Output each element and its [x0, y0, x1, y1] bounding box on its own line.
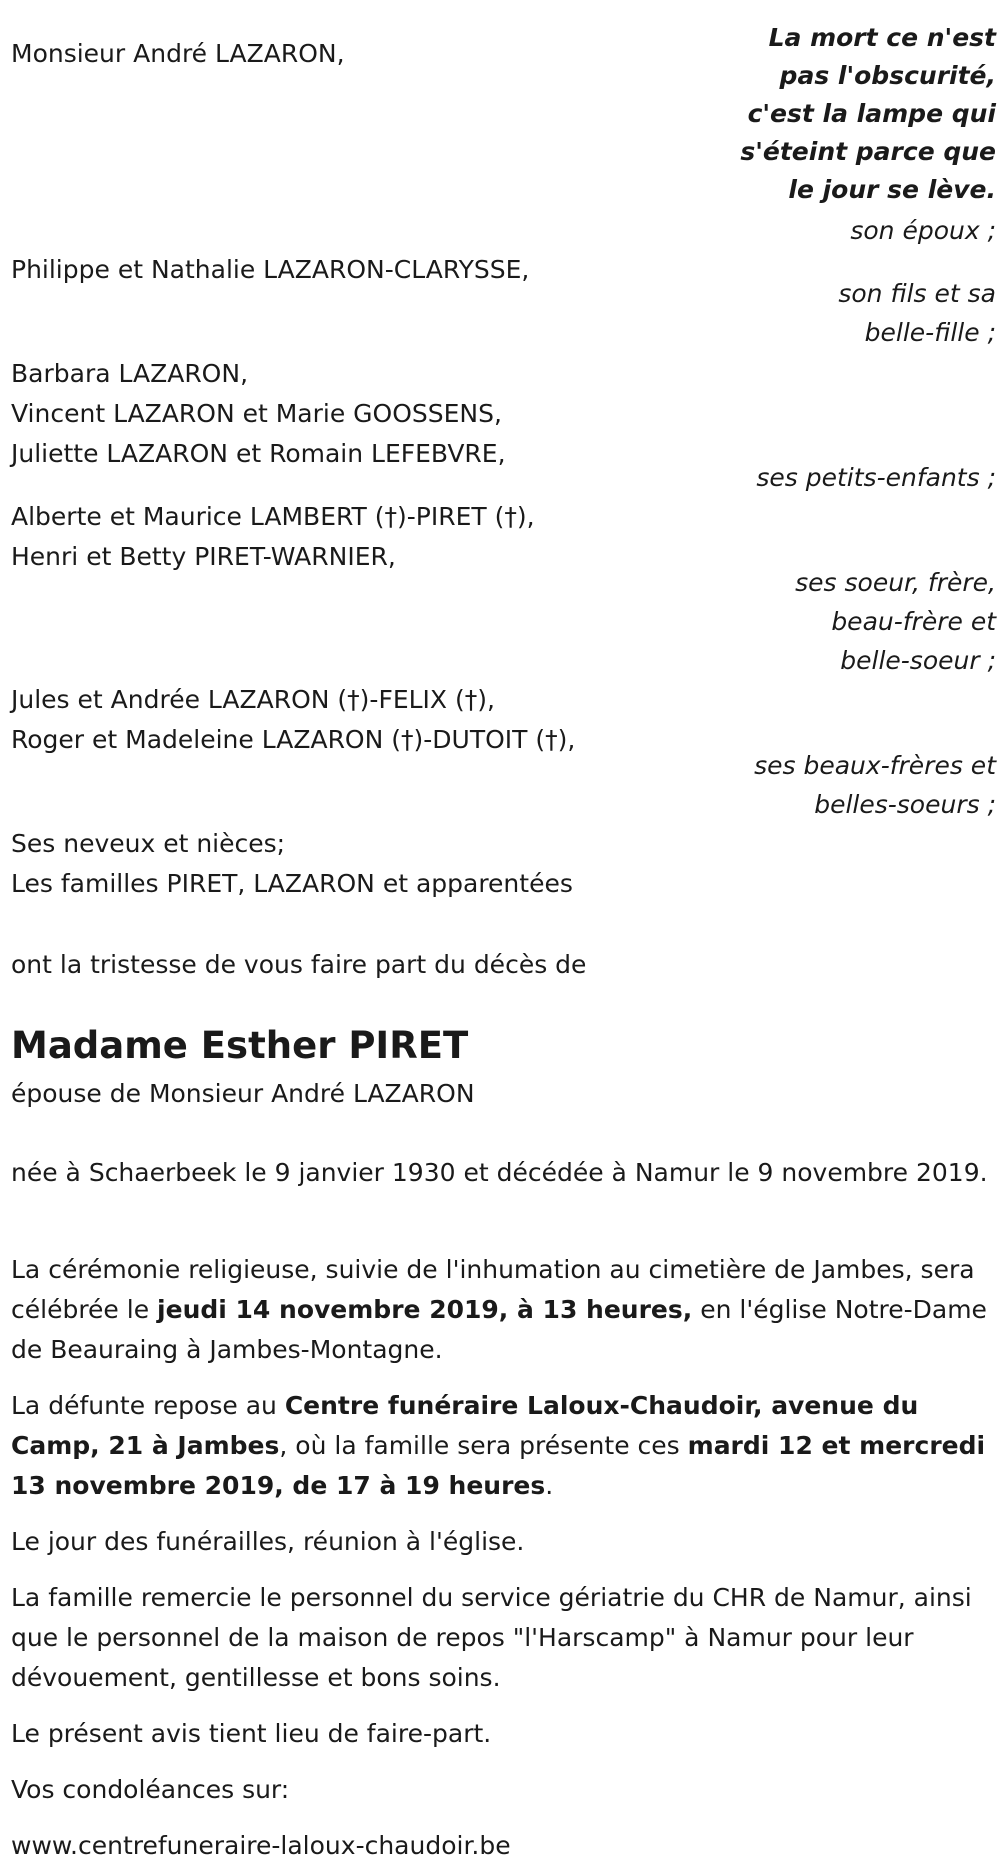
family-name: Ses neveux et nièces; [11, 829, 286, 858]
visitation-intro: La défunte repose au [11, 1391, 285, 1420]
family-relation: son époux ; [850, 216, 996, 245]
family-name: Philippe et Nathalie LAZARON-CLARYSSE, [11, 255, 530, 284]
notice-paragraph: Le présent avis tient lieu de faire-part. [11, 1719, 492, 1748]
family-relation: ses beaux-frères et [754, 751, 996, 780]
family-name: Les familles PIRET, LAZARON et apparentées [11, 869, 573, 898]
deceased-spouse: épouse de Monsieur André LAZARON [11, 1079, 475, 1108]
family-relation: belle-fille ; [864, 318, 996, 347]
family-relation: belles-soeurs ; [814, 790, 996, 819]
visitation-dates: mardi 12 et mercredi 13 novembre 2019, de 17 à 19 heures [11, 1431, 986, 1500]
family-relation: belle-soeur ; [840, 646, 996, 675]
funeral-day-paragraph: Le jour des funérailles, réunion à l'église. [11, 1527, 525, 1556]
ceremony-date: jeudi 14 novembre 2019, à 13 heures, [157, 1295, 693, 1324]
family-name: Monsieur André LAZARON, [11, 39, 345, 68]
ceremony-place: en l'église Notre-Dame de Beauraing à Jambes-Montagne. [11, 1295, 987, 1364]
quote-line: c'est la lampe qui [747, 99, 996, 128]
family-name: Vincent LAZARON et Marie GOOSSENS, [11, 399, 502, 428]
birth-death-paragraph: née à Schaerbeek le 9 janvier 1930 et décédée à Namur le 9 novembre 2019. [11, 1158, 988, 1187]
visitation-location: Centre funéraire Laloux-Chaudoir, avenue du Camp, 21 à Jambes [11, 1391, 919, 1460]
ceremony-paragraph [11, 1250, 996, 1370]
thanks-paragraph: La famille remercie le personnel du service gériatrie du CHR de Namur, ainsi que le personnel de la maison de repos "l'Harscamp" à Namur pour leur dévouement, gentillesse et bons soins. [11, 1583, 972, 1692]
family-name: Juliette LAZARON et Romain LEFEBVRE, [11, 439, 506, 468]
quote-line: le jour se lève. [788, 175, 996, 204]
family-name: Jules et Andrée LAZARON (†)-FELIX (†), [11, 685, 495, 714]
quote-line: s'éteint parce que [740, 137, 996, 166]
family-name: Roger et Madeleine LAZARON (†)-DUTOIT (†), [11, 725, 576, 754]
family-relation: beau-frère et [831, 607, 996, 636]
website-link[interactable]: www.centrefuneraire-laloux-chaudoir.be [11, 1831, 511, 1860]
announcement: ont la tristesse de vous faire part du décès de [11, 950, 587, 979]
family-relation: son fils et sa [838, 279, 996, 308]
quote-line: La mort ce n'est [768, 23, 996, 52]
family-relation: ses petits-enfants ; [756, 463, 996, 492]
ceremony-intro: La cérémonie religieuse, suivie de l'inhumation au cimetière de Jambes, sera célébrée le [11, 1255, 975, 1324]
family-name: Barbara LAZARON, [11, 359, 249, 388]
condolences-label: Vos condoléances sur: [11, 1775, 290, 1804]
visitation-paragraph [11, 1386, 996, 1506]
deceased-name: Madame Esther PIRET [11, 1024, 469, 1067]
visitation-middle: , où la famille sera présente ces [279, 1431, 688, 1460]
family-name: Alberte et Maurice LAMBERT (†)-PIRET (†), [11, 502, 535, 531]
family-relation: ses soeur, frère, [795, 568, 996, 597]
quote-line: pas l'obscurité, [779, 61, 996, 90]
visitation-end: . [545, 1471, 554, 1500]
family-name: Henri et Betty PIRET-WARNIER, [11, 542, 396, 571]
